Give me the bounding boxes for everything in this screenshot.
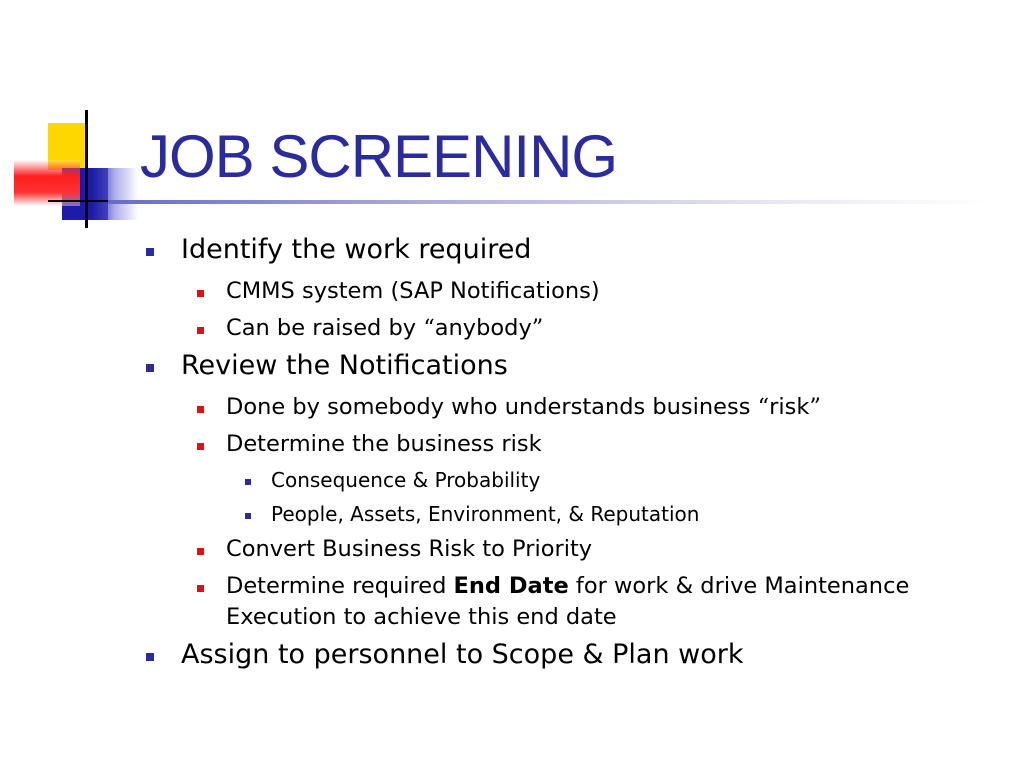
bullet-text xyxy=(226,394,821,420)
bullet-item xyxy=(146,346,1006,386)
decorative-squares xyxy=(0,0,140,240)
slide-title: JOB SCREENING xyxy=(140,123,618,190)
bullet-text: Identify the work required xyxy=(181,234,532,265)
square-bullet-icon xyxy=(197,443,204,450)
square-bullet-icon xyxy=(197,548,204,555)
quoted-text: anybody xyxy=(434,315,532,341)
square-bullet-icon xyxy=(197,585,204,592)
bullet-text: Convert Business Risk to Priority xyxy=(226,536,593,562)
bold-text: End Date xyxy=(453,573,569,599)
sub-sub-bullet-item xyxy=(146,500,1006,528)
bullet-text: Review the Notifications xyxy=(181,350,508,381)
sub-sub-bullet-item xyxy=(146,466,1006,494)
square-bullet-icon xyxy=(146,364,154,372)
text-before: Can be raised by xyxy=(226,315,424,341)
square-bullet-icon xyxy=(146,653,154,661)
close-quote: ” xyxy=(531,315,544,341)
bullet-item xyxy=(146,635,1006,675)
quoted-text: risk xyxy=(769,394,810,420)
bullet-text: CMMS system (SAP Notifications) xyxy=(226,278,600,304)
bullet-text xyxy=(226,573,909,630)
sub-bullet-item xyxy=(146,392,1006,423)
sub-bullet-item xyxy=(146,571,1006,633)
open-quote: “ xyxy=(757,394,770,420)
square-bullet-icon xyxy=(146,248,154,256)
square-bullet-icon xyxy=(245,479,251,485)
bullet-text: Assign to personnel to Scope & Plan work xyxy=(181,639,744,670)
sub-bullet-item xyxy=(146,276,1006,307)
sub-bullet-item xyxy=(146,313,1006,344)
bullet-text: Consequence & Probability xyxy=(271,468,541,492)
close-quote: ” xyxy=(809,394,821,420)
square-bullet-icon xyxy=(245,513,251,519)
vertical-line xyxy=(85,110,88,228)
title-underline xyxy=(108,200,988,204)
bullet-text xyxy=(226,315,543,341)
square-bullet-icon xyxy=(197,406,204,413)
text-before: Done by somebody who understands business xyxy=(226,394,758,420)
text-after: for work & drive Maintenance Execution to achieve this end date xyxy=(226,573,910,630)
sub-bullet-item xyxy=(146,429,1006,460)
bullet-item xyxy=(146,230,1006,270)
square-bullet-icon xyxy=(197,327,204,334)
open-quote: “ xyxy=(423,315,435,341)
text-before: Determine required xyxy=(226,573,454,599)
blue-square-fade xyxy=(92,168,138,220)
bullet-list xyxy=(146,228,1006,675)
bullet-text: People, Assets, Environment, & Reputation xyxy=(271,502,700,526)
sub-bullet-item xyxy=(146,534,1006,565)
square-bullet-icon xyxy=(197,290,204,297)
bullet-text: Determine the business risk xyxy=(226,431,542,457)
